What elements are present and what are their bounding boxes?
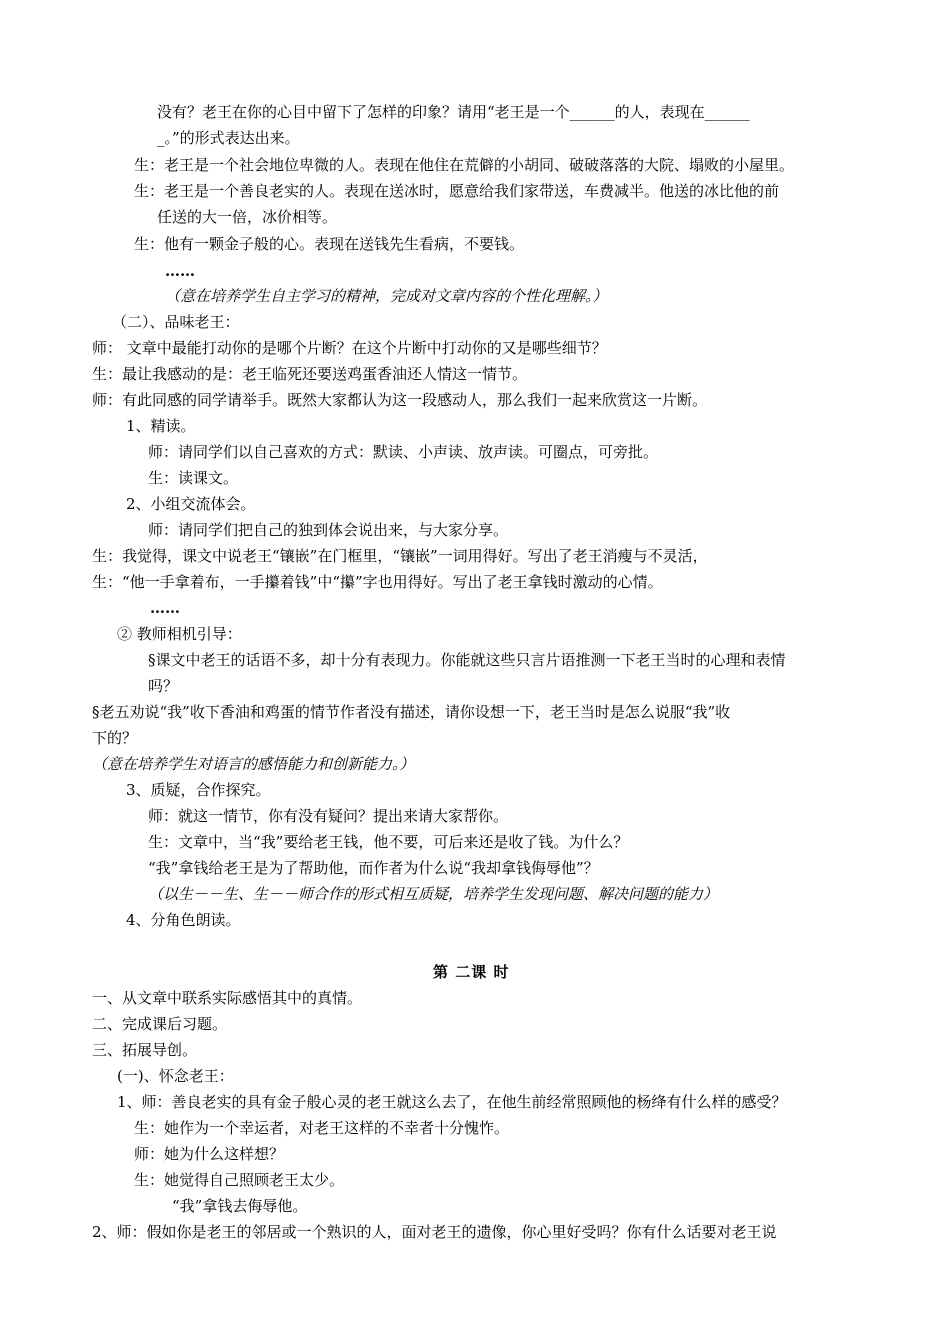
text-line: 任送的大一倍，冰价相等。 [157, 208, 338, 226]
text-line: 没有？老王在你的心目中留下了怎样的印象？请用“老王是一个______的人，表现在______ [157, 103, 750, 121]
ellipsis: …… [165, 262, 195, 280]
text-line: 三、拓展导创。 [92, 1041, 198, 1059]
text-line: 生：老王是一个善良老实的人。表现在送冰时，愿意给我们家带送，车费减半。他送的冰比他的前 [134, 182, 780, 200]
text-line: 下的？ [92, 729, 138, 747]
note-italic: （意在培养学生自主学习的精神，完成对文章内容的个性化理解。） [165, 287, 608, 305]
text-line: _。”的形式表达出来。 [157, 129, 300, 147]
text-line: 生：读课文。 [148, 469, 239, 487]
text-line: 4、分角色朗读。 [126, 911, 241, 929]
text-line: 吗？ [148, 677, 179, 695]
text-line: 生：他有一颗金子般的心。表现在送钱先生看病，不要钱。 [134, 235, 525, 253]
text-line: 师：有此同感的同学请举手。既然大家都认为这一段感动人，那么我们一起来欣赏这一片断。 [92, 391, 708, 409]
note-italic: （意在培养学生对语言的感悟能力和创新能力。） [92, 755, 415, 773]
page-title: 第 二课 时 [433, 963, 510, 981]
section-heading: （二）、品味老王： [112, 313, 240, 331]
text-line: “我”拿钱给老王是为了帮助他，而作者为什么说“我却拿钱侮辱他”？ [148, 859, 599, 877]
text-line: “我”拿钱去侮辱他。 [172, 1197, 308, 1215]
text-line: §老五劝说“我”收下香油和鸡蛋的情节作者没有描述，请你设想一下，老王当时是怎么说服“我”收 [92, 703, 731, 721]
text-line: 生：老王是一个社会地位卑微的人。表现在他住在荒僻的小胡同、破破落落的大院、塌败的小屋里。 [134, 156, 795, 174]
text-line: 生：她作为一个幸运者，对老王这样的不幸者十分愧怍。 [134, 1119, 510, 1137]
text-line: 生：“他一手拿着布，一手攥着钱”中“攥”字也用得好。写出了老王拿钱时激动的心情。 [92, 573, 663, 591]
text-line: §课文中老王的话语不多，却十分有表现力。你能就这些只言片语推测一下老王当时的心理和表情 [148, 651, 786, 669]
text-line: 2、小组交流体会。 [126, 495, 256, 513]
ellipsis: …… [150, 599, 180, 617]
text-line: 二、完成课后习题。 [92, 1015, 228, 1033]
text-line: 师：她为什么这样想？ [134, 1145, 285, 1163]
text-line: 1、师：善良老实的具有金子般心灵的老王就这么去了，在他生前经常照顾他的杨绛有什么样的感受？ [117, 1093, 787, 1111]
section-heading: (一)、怀念老王： [117, 1067, 234, 1085]
text-line: 生：文章中，当“我”要给老王钱，他不要，可后来还是收了钱。为什么？ [148, 833, 629, 851]
text-line: 2、师：假如你是老王的邻居或一个熟识的人，面对老王的遗像，你心里好受吗？你有什么话要对老王说 [92, 1223, 777, 1241]
text-line: 一、从文章中联系实际感悟其中的真情。 [92, 989, 363, 1007]
text-line: 生：最让我感动的是：老王临死还要送鸡蛋香油还人情这一情节。 [92, 365, 528, 383]
text-line: 1、精读。 [126, 417, 196, 435]
text-line: 师： 文章中最能打动你的是哪个片断？在这个片断中打动你的又是哪些细节？ [92, 339, 607, 357]
text-line: 师：请同学们以自己喜欢的方式：默读、小声读、放声读。可圈点，可旁批。 [148, 443, 659, 461]
note-italic: （以生－－生、生－－师合作的形式相互质疑，培养学生发现问题、解决问题的能力） [148, 885, 719, 903]
text-line: 师：就这一情节，你有没有疑问？提出来请大家帮你。 [148, 807, 509, 825]
text-line: 生：她觉得自己照顾老王太少。 [134, 1171, 345, 1189]
text-line: ② 教师相机引导： [117, 625, 242, 643]
text-line: 生：我觉得，课文中说老王“镶嵌”在门框里，“镶嵌”一词用得好。写出了老王消瘦与不灵活， [92, 547, 708, 565]
text-line: 师：请同学们把自己的独到体会说出来，与大家分享。 [148, 521, 509, 539]
text-line: 3、质疑，合作探究。 [126, 781, 271, 799]
